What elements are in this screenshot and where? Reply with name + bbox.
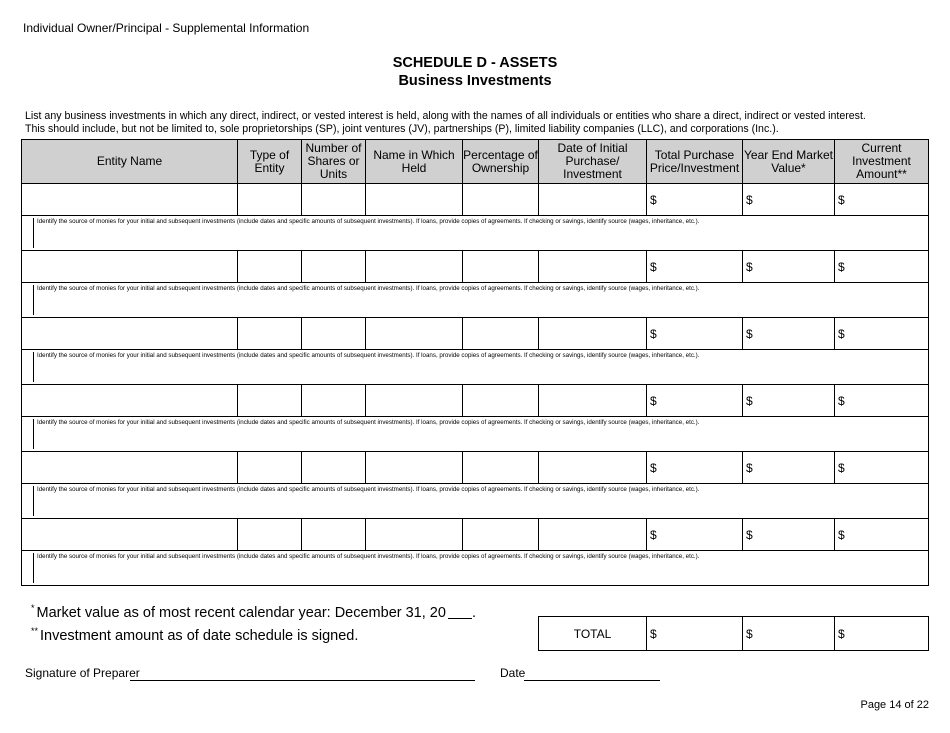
total-year-end-market-value-cell[interactable] bbox=[743, 617, 835, 651]
number-of-shares-cell[interactable] bbox=[302, 519, 366, 551]
type-of-entity-cell[interactable] bbox=[238, 385, 302, 417]
spacer-cell bbox=[835, 586, 929, 617]
footnote-market-value bbox=[31, 603, 476, 621]
percentage-ownership-cell[interactable] bbox=[463, 519, 539, 551]
currency-symbol: $ bbox=[746, 326, 753, 341]
total-purchase-price-cell[interactable] bbox=[647, 385, 743, 417]
schedule-subtitle: Business Investments bbox=[398, 73, 552, 89]
source-of-funds-field[interactable] bbox=[22, 283, 929, 318]
name-held-cell[interactable] bbox=[366, 251, 463, 283]
footnote-marker: * bbox=[31, 603, 35, 613]
col-entity-name: Entity Name bbox=[22, 140, 238, 184]
col-name-held: Name in Which Held bbox=[366, 140, 463, 184]
date-initial-purchase-cell[interactable] bbox=[539, 519, 647, 551]
footnote-period: . bbox=[471, 605, 476, 621]
source-of-funds-field[interactable] bbox=[22, 216, 929, 251]
current-investment-amount-cell[interactable] bbox=[835, 519, 929, 551]
current-investment-amount-cell[interactable] bbox=[835, 251, 929, 283]
currency-symbol: $ bbox=[650, 326, 657, 341]
total-purchase-price-cell[interactable] bbox=[647, 519, 743, 551]
currency-symbol: $ bbox=[650, 460, 657, 475]
currency-symbol: $ bbox=[838, 527, 845, 542]
source-of-funds-instruction: Identify the source of monies for your initial and subsequent investments (include dates and specific amounts of subsequent investments). If loans, provide copies of agreements. If checking or savings, identify source (wages, inheritance, etc.). bbox=[33, 553, 928, 583]
source-of-funds-row bbox=[22, 484, 929, 519]
instructions bbox=[25, 110, 866, 136]
investments-table bbox=[21, 139, 929, 651]
type-of-entity-cell[interactable] bbox=[238, 452, 302, 484]
currency-symbol: $ bbox=[838, 192, 845, 207]
total-purchase-price-cell[interactable] bbox=[647, 251, 743, 283]
footnote-investment-amount bbox=[31, 626, 358, 644]
entity-name-cell[interactable] bbox=[22, 519, 238, 551]
footnote-marker: ** bbox=[31, 626, 39, 636]
current-investment-amount-cell[interactable] bbox=[835, 452, 929, 484]
year-end-market-value-cell[interactable] bbox=[743, 251, 835, 283]
currency-symbol: $ bbox=[746, 259, 753, 274]
date-initial-purchase-cell[interactable] bbox=[539, 385, 647, 417]
currency-symbol: $ bbox=[650, 192, 657, 207]
instructions-line-1: List any business investments in which any direct, indirect, or vested interest is held, along with the names of all individuals or entities who share a direct, indirect or vested interest. bbox=[25, 110, 866, 122]
total-purchase-price-cell[interactable] bbox=[647, 452, 743, 484]
page-number: Page 14 of 22 bbox=[860, 699, 929, 711]
currency-symbol: $ bbox=[746, 192, 753, 207]
source-of-funds-row bbox=[22, 216, 929, 251]
currency-symbol: $ bbox=[746, 460, 753, 475]
year-end-market-value-cell[interactable] bbox=[743, 452, 835, 484]
number-of-shares-cell[interactable] bbox=[302, 452, 366, 484]
number-of-shares-cell[interactable] bbox=[302, 318, 366, 350]
currency-symbol: $ bbox=[746, 393, 753, 408]
col-percentage-ownership: Percentage of Ownership bbox=[463, 140, 539, 184]
source-of-funds-row bbox=[22, 350, 929, 385]
year-end-market-value-cell[interactable] bbox=[743, 184, 835, 216]
entity-name-cell[interactable] bbox=[22, 184, 238, 216]
type-of-entity-cell[interactable] bbox=[238, 251, 302, 283]
table-row bbox=[22, 519, 929, 551]
col-year-end-market-value: Year End Market Value* bbox=[743, 140, 835, 184]
type-of-entity-cell[interactable] bbox=[238, 318, 302, 350]
footnote-text: Market value as of most recent calendar year: December 31, 20 bbox=[36, 605, 446, 621]
name-held-cell[interactable] bbox=[366, 385, 463, 417]
source-of-funds-instruction: Identify the source of monies for your initial and subsequent investments (include dates and specific amounts of subsequent investments). If loans, provide copies of agreements. If checking or savings, identify source (wages, inheritance, etc.). bbox=[33, 419, 928, 449]
year-end-market-value-cell[interactable] bbox=[743, 385, 835, 417]
signature-preparer-field[interactable] bbox=[130, 680, 475, 681]
name-held-cell[interactable] bbox=[366, 318, 463, 350]
year-end-market-value-cell[interactable] bbox=[743, 318, 835, 350]
percentage-ownership-cell[interactable] bbox=[463, 184, 539, 216]
currency-symbol: $ bbox=[838, 626, 845, 641]
source-of-funds-instruction: Identify the source of monies for your initial and subsequent investments (include dates and specific amounts of subsequent investments). If loans, provide copies of agreements. If checking or savings, identify source (wages, inheritance, etc.). bbox=[33, 218, 928, 248]
name-held-cell[interactable] bbox=[366, 519, 463, 551]
total-current-investment-cell[interactable] bbox=[835, 617, 929, 651]
date-initial-purchase-cell[interactable] bbox=[539, 318, 647, 350]
entity-name-cell[interactable] bbox=[22, 452, 238, 484]
currency-symbol: $ bbox=[838, 326, 845, 341]
date-label: Date bbox=[500, 666, 526, 680]
source-of-funds-row bbox=[22, 551, 929, 586]
currency-symbol: $ bbox=[746, 626, 753, 641]
table-row bbox=[22, 184, 929, 216]
number-of-shares-cell[interactable] bbox=[302, 184, 366, 216]
currency-symbol: $ bbox=[746, 527, 753, 542]
number-of-shares-cell[interactable] bbox=[302, 385, 366, 417]
schedule-title: SCHEDULE D - ASSETS bbox=[392, 55, 558, 71]
table-row bbox=[22, 318, 929, 350]
date-field[interactable] bbox=[524, 680, 660, 681]
currency-symbol: $ bbox=[650, 393, 657, 408]
type-of-entity-cell[interactable] bbox=[238, 184, 302, 216]
table-row bbox=[22, 385, 929, 417]
percentage-ownership-cell[interactable] bbox=[463, 385, 539, 417]
col-current-investment-amount: Current Investment Amount** bbox=[835, 140, 929, 184]
source-of-funds-field[interactable] bbox=[22, 551, 929, 586]
spacer-cell bbox=[539, 586, 647, 617]
name-held-cell[interactable] bbox=[366, 452, 463, 484]
table-row bbox=[22, 251, 929, 283]
date-initial-purchase-cell[interactable] bbox=[539, 452, 647, 484]
col-date-initial-purchase: Date of Initial Purchase/ Investment bbox=[539, 140, 647, 184]
source-of-funds-row bbox=[22, 417, 929, 452]
source-of-funds-row bbox=[22, 283, 929, 318]
name-held-cell[interactable] bbox=[366, 184, 463, 216]
table-row bbox=[22, 452, 929, 484]
percentage-ownership-cell[interactable] bbox=[463, 318, 539, 350]
currency-symbol: $ bbox=[838, 259, 845, 274]
spacer-cell bbox=[743, 586, 835, 617]
type-of-entity-cell[interactable] bbox=[238, 519, 302, 551]
percentage-ownership-cell[interactable] bbox=[463, 452, 539, 484]
footnote-text: Investment amount as of date schedule is signed. bbox=[40, 628, 359, 644]
table-header-row bbox=[22, 140, 929, 184]
currency-symbol: $ bbox=[838, 460, 845, 475]
form-header-label: Individual Owner/Principal - Supplemental Information bbox=[23, 21, 310, 35]
entity-name-cell[interactable] bbox=[22, 251, 238, 283]
instructions-line-2: This should include, but not be limited to, sole proprietorships (SP), joint ventures (JV), partnerships (P), limited liability companies (LLC), and corporations (Inc.). bbox=[25, 123, 779, 135]
currency-symbol: $ bbox=[838, 393, 845, 408]
total-purchase-price-cell[interactable] bbox=[647, 318, 743, 350]
signature-preparer-label: Signature of Preparer bbox=[25, 666, 140, 680]
year-blank-field[interactable] bbox=[448, 604, 472, 619]
year-end-market-value-cell[interactable] bbox=[743, 519, 835, 551]
percentage-ownership-cell[interactable] bbox=[463, 251, 539, 283]
current-investment-amount-cell[interactable] bbox=[835, 385, 929, 417]
total-purchase-price-cell[interactable] bbox=[647, 617, 743, 651]
source-of-funds-instruction: Identify the source of monies for your initial and subsequent investments (include dates and specific amounts of subsequent investments). If loans, provide copies of agreements. If checking or savings, identify source (wages, inheritance, etc.). bbox=[33, 486, 928, 516]
source-of-funds-instruction: Identify the source of monies for your initial and subsequent investments (include dates and specific amounts of subsequent investments). If loans, provide copies of agreements. If checking or savings, identify source (wages, inheritance, etc.). bbox=[33, 352, 928, 382]
entity-name-cell[interactable] bbox=[22, 318, 238, 350]
total-purchase-price-cell[interactable] bbox=[647, 184, 743, 216]
source-of-funds-field[interactable] bbox=[22, 484, 929, 519]
number-of-shares-cell[interactable] bbox=[302, 251, 366, 283]
current-investment-amount-cell[interactable] bbox=[835, 184, 929, 216]
current-investment-amount-cell[interactable] bbox=[835, 318, 929, 350]
entity-name-cell[interactable] bbox=[22, 385, 238, 417]
source-of-funds-field[interactable] bbox=[22, 350, 929, 385]
currency-symbol: $ bbox=[650, 527, 657, 542]
currency-symbol: $ bbox=[650, 626, 657, 641]
date-initial-purchase-cell[interactable] bbox=[539, 251, 647, 283]
spacer-cell bbox=[647, 586, 743, 617]
col-number-of-shares: Number of Shares or Units bbox=[302, 140, 366, 184]
currency-symbol: $ bbox=[650, 259, 657, 274]
page-title bbox=[0, 54, 950, 90]
col-type-of-entity: Type of Entity bbox=[238, 140, 302, 184]
source-of-funds-instruction: Identify the source of monies for your initial and subsequent investments (include dates and specific amounts of subsequent investments). If loans, provide copies of agreements. If checking or savings, identify source (wages, inheritance, etc.). bbox=[33, 285, 928, 315]
total-label: TOTAL bbox=[539, 617, 647, 651]
col-total-purchase-price: Total Purchase Price/Investment bbox=[647, 140, 743, 184]
date-initial-purchase-cell[interactable] bbox=[539, 184, 647, 216]
source-of-funds-field[interactable] bbox=[22, 417, 929, 452]
